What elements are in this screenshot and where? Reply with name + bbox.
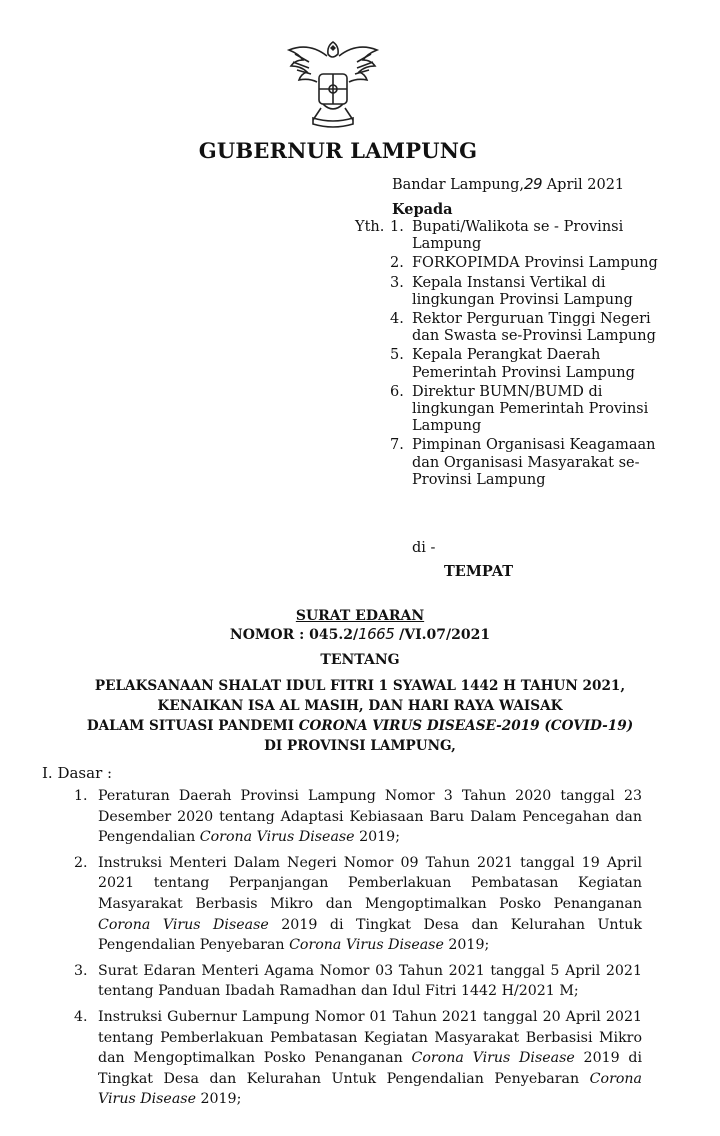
recipient-item: 1. Bupati/Walikota se - Provinsi Lampung [390,219,624,253]
date-place: Bandar Lampung, [392,177,524,193]
recipient-item: 3. Kepala Instansi Vertikal di lingkungan Provinsi Lampung [390,274,633,308]
garuda-emblem-icon [283,34,383,134]
date-month-year: April 2021 [546,177,625,193]
dasar-item: 4. Instruksi Gubernur Lampung Nomor 01 Tahun 2021 tanggal 20 April 2021 tentang Pemberlakuan Pembatasan Kegiatan Masyarakat Berbasisi Mikro dan Mengoptimalkan Posko Penanganan Corona Virus Disease 2019 di Tingkat Desa dan Kelurahan Untuk Pengendalian Penyebaran Corona Virus Disease 2019; [74,1008,643,1108]
yth-label: Yth. [355,219,385,235]
kepada-label: Kepada [392,201,453,218]
recipient-item: 2. FORKOPIMDA Provinsi Lampung [390,255,658,272]
dasar-item: 3. Surat Edaran Menteri Agama Nomor 03 Tahun 2021 tanggal 5 April 2021 tentang Panduan Ibadah Ramadhan dan Idul Fitri 1442 H/2021 M; [74,962,642,1000]
subject-line: DI PROVINSI LAMPUNG, [264,738,456,754]
nomor-handwritten: 1665 [358,625,395,643]
letter-subject [0,676,720,756]
letter-date [392,176,624,194]
nomor-suffix: /VI.07/2021 [399,627,491,643]
dasar-item: 1. Peraturan Daerah Provinsi Lampung Nomor 3 Tahun 2020 tanggal 23 Desember 2020 tentang Adaptasi Kebiasaan Baru Dalam Pencegahan dan Pengendalian Corona Virus Disease 2019; [74,788,642,846]
recipient-list [390,219,670,491]
dasar-heading: I. Dasar : [42,764,113,782]
subject-line: KENAIKAN ISA AL MASIH, DAN HARI RAYA WAISAK [157,698,563,714]
recipient-item: 5. Kepala Perangkat Daerah Pemerintah Provinsi Lampung [390,347,635,381]
tempat-label: TEMPAT [444,563,513,580]
di-label: di - [412,540,436,556]
nomor-label: NOMOR : 045.2/ [229,627,359,643]
dasar-list [74,786,642,1115]
date-day-handwritten: 29 [523,175,543,193]
recipient-item: 4. Rektor Perguruan Tinggi Negeri dan Swasta se-Provinsi Lampung [390,311,656,345]
recipient-item: 7. Pimpinan Organisasi Keagamaan dan Organisasi Masyarakat se-Provinsi Lampung [390,437,656,488]
dasar-item: 2. Instruksi Menteri Dalam Negeri Nomor 09 Tahun 2021 tanggal 19 April 2021 tentang Perpanjangan Pemberlakuan Pembatasan Kegiatan Masyarakat Berbasis Mikro dan Mengoptimalkan Posko Penanganan Corona Virus Disease 2019 di Tingkat Desa dan Kelurahan Untuk Pengendalian Penyebaran Corona Virus Disease 2019; [74,854,642,954]
letter-type: SURAT EDARAN [295,608,425,624]
governor-title: GUBERNUR LAMPUNG [198,138,478,163]
subject-line: PELAKSANAAN SHALAT IDUL FITRI 1 SYAWAL 1442 H TAHUN 2021, [94,678,626,694]
subject-line: DALAM SITUASI PANDEMI CORONA VIRUS DISEASE-2019 (COVID-19) [86,718,634,734]
letter-number [0,625,720,643]
tentang-label: TENTANG [320,652,400,668]
recipient-item: 6. Direktur BUMN/BUMD di lingkungan Pemerintah Provinsi Lampung [390,383,649,435]
